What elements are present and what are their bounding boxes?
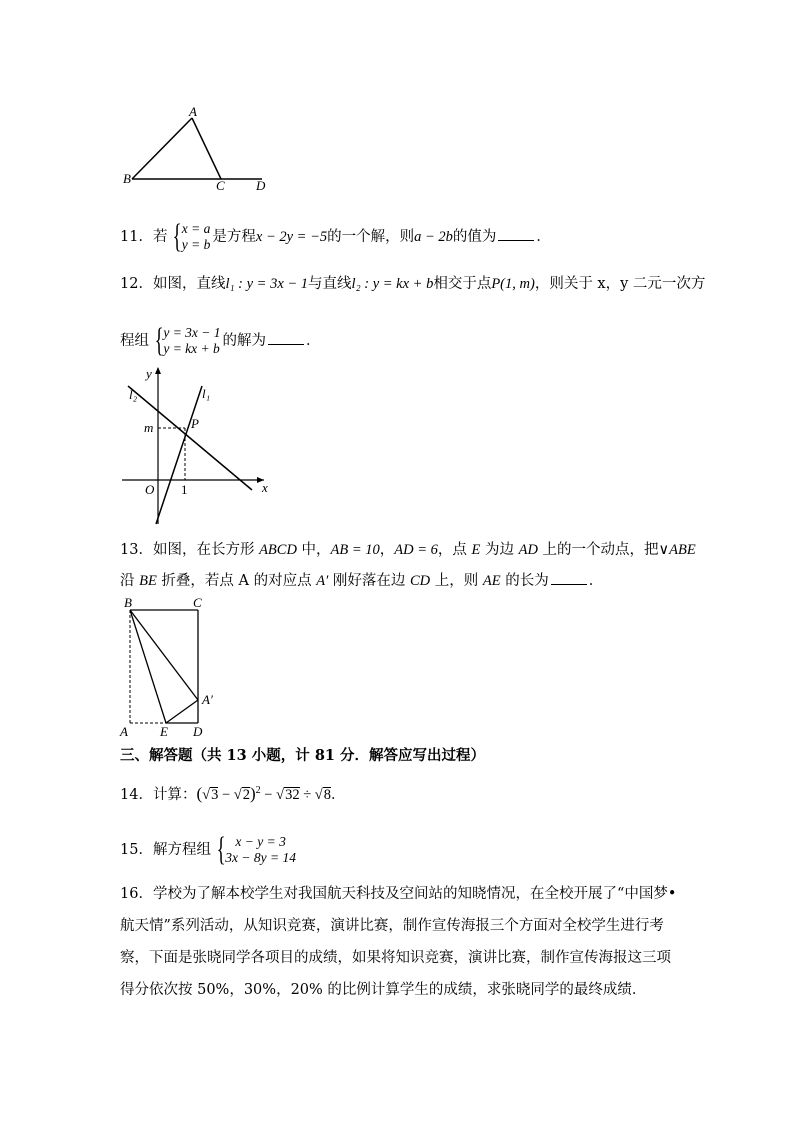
label-a-prime: A′ (202, 692, 213, 707)
line-l1 (156, 386, 202, 524)
y-axis-arrow (155, 367, 161, 374)
rectangle-fold-figure (116, 595, 226, 740)
label-d: D (256, 178, 266, 193)
question-12-line-1: 12．如图，直线l₁ : y = 3x − 1与直线l₂ : y = kx + b相交于点P(1, m)，则关于 x，y 二元一次方 (120, 276, 706, 292)
question-13-line-2: 沿 BE 折叠，若点 A 的对应点 A′ 刚好落在边 CD 上，则 AE 的长为 ． (120, 570, 603, 591)
question-11: 11．若 { x = a y = b 是方程x − 2y = −5的一个解，则a − 2b的值为 ． (120, 218, 551, 255)
segment-ba-prime (130, 610, 198, 700)
segment-ab (132, 118, 192, 179)
section-heading: 三、解答题（共 13 小题，计 81 分．解答应写出过程） (120, 747, 486, 764)
label-a: A (120, 724, 128, 739)
label-c: C (193, 595, 202, 610)
label-o: O (145, 482, 155, 497)
line-l2 (128, 386, 252, 490)
question-16: 16．学校为了解本校学生对我国航天科技及空间站的知晓情况，在全校开展了“中国梦•航天情”系列活动，从知识竞赛，演讲比赛，制作宣传海报三个方面对全校学生进行考察，下面是张晓同学各项目的成绩，如果将知识竞赛，演讲比赛，制作宣传海报这三项得分依次按 50%，30%，20% 的比例计算学生的成绩，求张晓同学的最终成绩． (120, 886, 677, 998)
question-13-line-1: 13．如图，在长方形 ABCD 中，AB = 10，AD = 6，点 E 为边 AD 上的一个动点，把∨ABE (120, 542, 696, 558)
question-12-line-2: 程组 { y = 3x − 1 y = kx + b 的解为 ． (120, 322, 321, 359)
label-d: D (193, 724, 203, 739)
label-c: C (216, 178, 225, 193)
triangle-figure (120, 105, 280, 195)
segment-ac (192, 118, 221, 179)
answer-blank[interactable] (551, 570, 587, 585)
segment-ea-prime (166, 700, 198, 723)
label-m: m (144, 420, 154, 435)
label-e: E (160, 724, 168, 739)
label-y: y (146, 366, 152, 381)
label-b: B (124, 595, 132, 610)
equation-system: { x = a y = b (173, 218, 211, 255)
label-b: B (123, 171, 131, 186)
label-x: x (262, 480, 268, 495)
equation-system: { y = 3x − 1 y = kx + b (154, 322, 221, 359)
question-14: 14．计算：$(√3 - √2)^2 - √32 \div √8$． (120, 783, 346, 803)
label-l1: l₁ (202, 386, 211, 401)
label-p: P (191, 416, 199, 431)
answer-blank[interactable] (268, 330, 304, 345)
label-l2: l₂ (129, 387, 138, 402)
fold-line-be (130, 610, 166, 723)
question-15: 15．解方程组 { x − y = 3 3x − 8y = 14 (120, 831, 296, 868)
equation-system: { x − y = 3 3x − 8y = 14 (216, 831, 296, 868)
label-a: A (189, 104, 197, 119)
answer-blank[interactable] (498, 226, 534, 241)
label-1: 1 (181, 482, 188, 497)
intersecting-lines-figure (118, 362, 278, 530)
